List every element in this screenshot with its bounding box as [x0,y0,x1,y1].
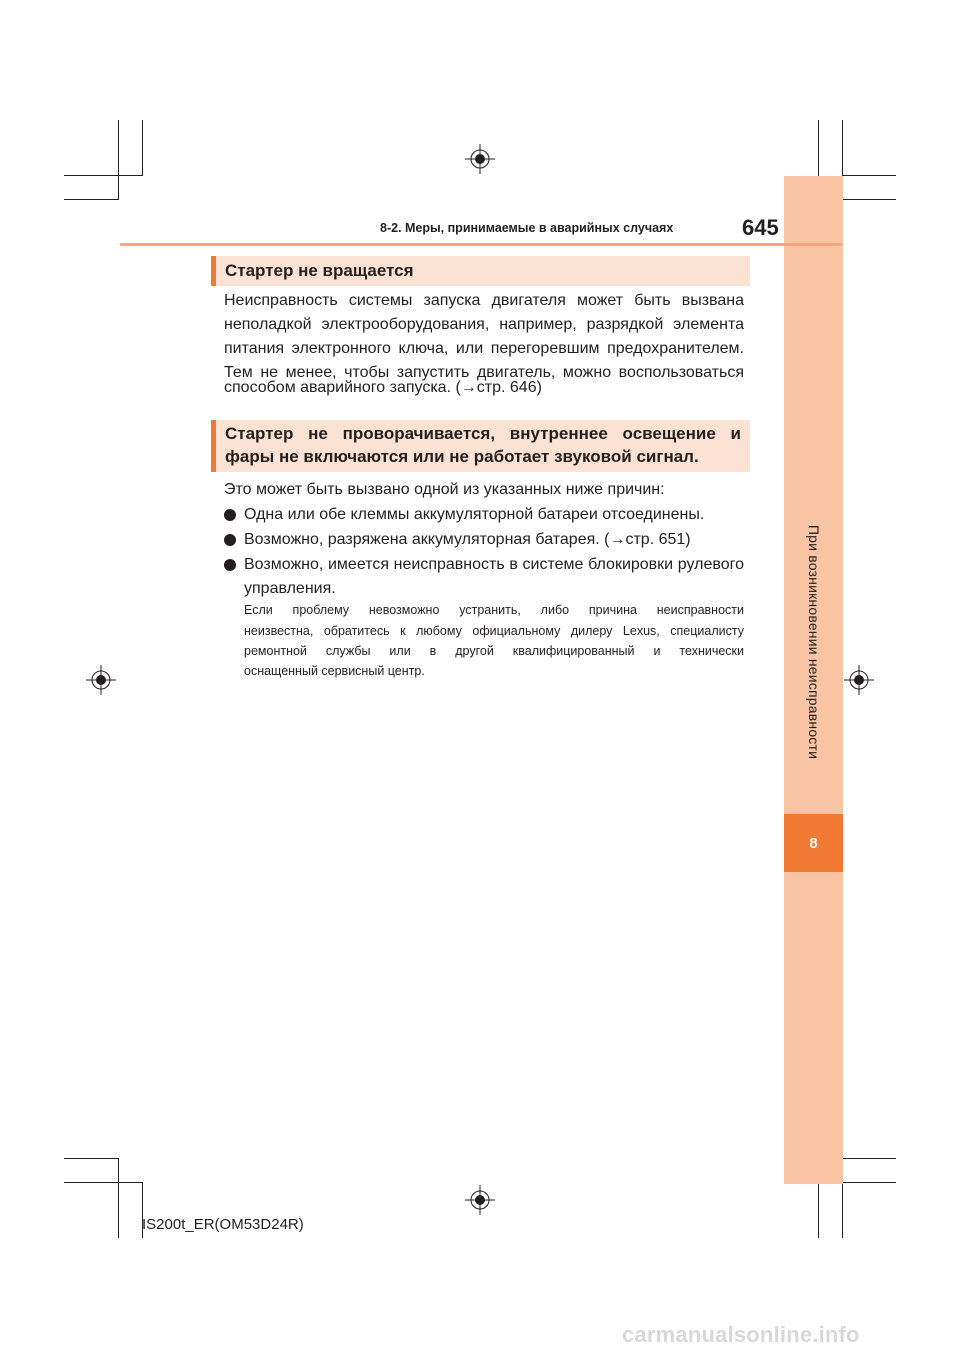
paragraph-line: питания электронного ключа, или перегоревшим предохранителем. [224,340,744,357]
crop-mark [64,1158,119,1159]
paragraph-line: Тем не менее, чтобы запустить двигатель, можно воспользоваться [224,364,744,381]
registration-mark-icon [86,665,116,695]
chapter-tab-label [784,432,843,852]
crop-mark [118,1158,119,1238]
registration-mark-icon [465,144,495,174]
heading-accent [211,256,216,286]
list-item-text: Возможно, имеется неисправность в системе блокировки рулевого [244,556,744,573]
paragraph-line: неполадкой электрооборудования, например, разрядкой элемента [224,316,744,333]
list-item-text: управления. [244,580,336,597]
list-item-text: Одна или обе клеммы аккумуляторной батареи отсоединены. [244,506,705,523]
note-line: неизвестна, обратитесь к любому официальному дилеру Lexus, специалисту [244,624,744,638]
crop-mark [142,120,143,176]
bullet-icon [224,509,236,521]
crop-mark [64,1182,143,1183]
paragraph-line: способом аварийного запуска. (→стр. 646) [224,379,542,396]
crop-mark [842,175,896,176]
section-heading-line: фары не включаются или не работает звуковой сигнал. [225,447,699,466]
page-number: 645 [742,215,779,240]
document-id: IS200t_ER(OM53D24R) [142,1216,304,1233]
chapter-tab-text: При возникновении неисправности [805,524,822,760]
note-line: оснащенный сервисный центр. [244,664,425,678]
running-header: 8-2. Меры, принимаемые в аварийных случаях [380,221,674,235]
crop-mark [118,120,119,200]
section-heading-bar [211,256,750,286]
section-heading-bar [211,420,750,472]
heading-accent [211,420,216,472]
paragraph-line: Неисправность системы запуска двигателя может быть вызвана [224,292,744,309]
list-item [224,553,744,601]
crop-mark [64,199,119,200]
intro-text: Это может быть вызвано одной из указанных ниже причин: [224,481,665,498]
section-heading-line: Стартер не проворачивается, внутреннее освещение и [225,424,741,443]
bullet-icon [224,559,236,571]
crop-mark [64,175,143,176]
bullet-icon [224,534,236,546]
crop-mark [842,120,843,176]
watermark: carmanualsonline.info [622,1322,860,1347]
chapter-number: 8 [784,814,843,872]
list-item-text: Возможно, разряжена аккумуляторная батарея. (→стр. 651) [244,531,691,548]
note-line: ремонтной службы или в другой квалифицированный и технически [244,644,744,658]
crop-mark [842,1158,896,1159]
registration-mark-icon [844,665,874,695]
section-heading: Стартер не вращается [225,261,414,280]
note-line: Если проблему невозможно устранить, либо причина неисправности [244,603,744,617]
registration-mark-icon [465,1185,495,1215]
crop-mark [818,1182,819,1238]
header-rule [120,243,842,246]
